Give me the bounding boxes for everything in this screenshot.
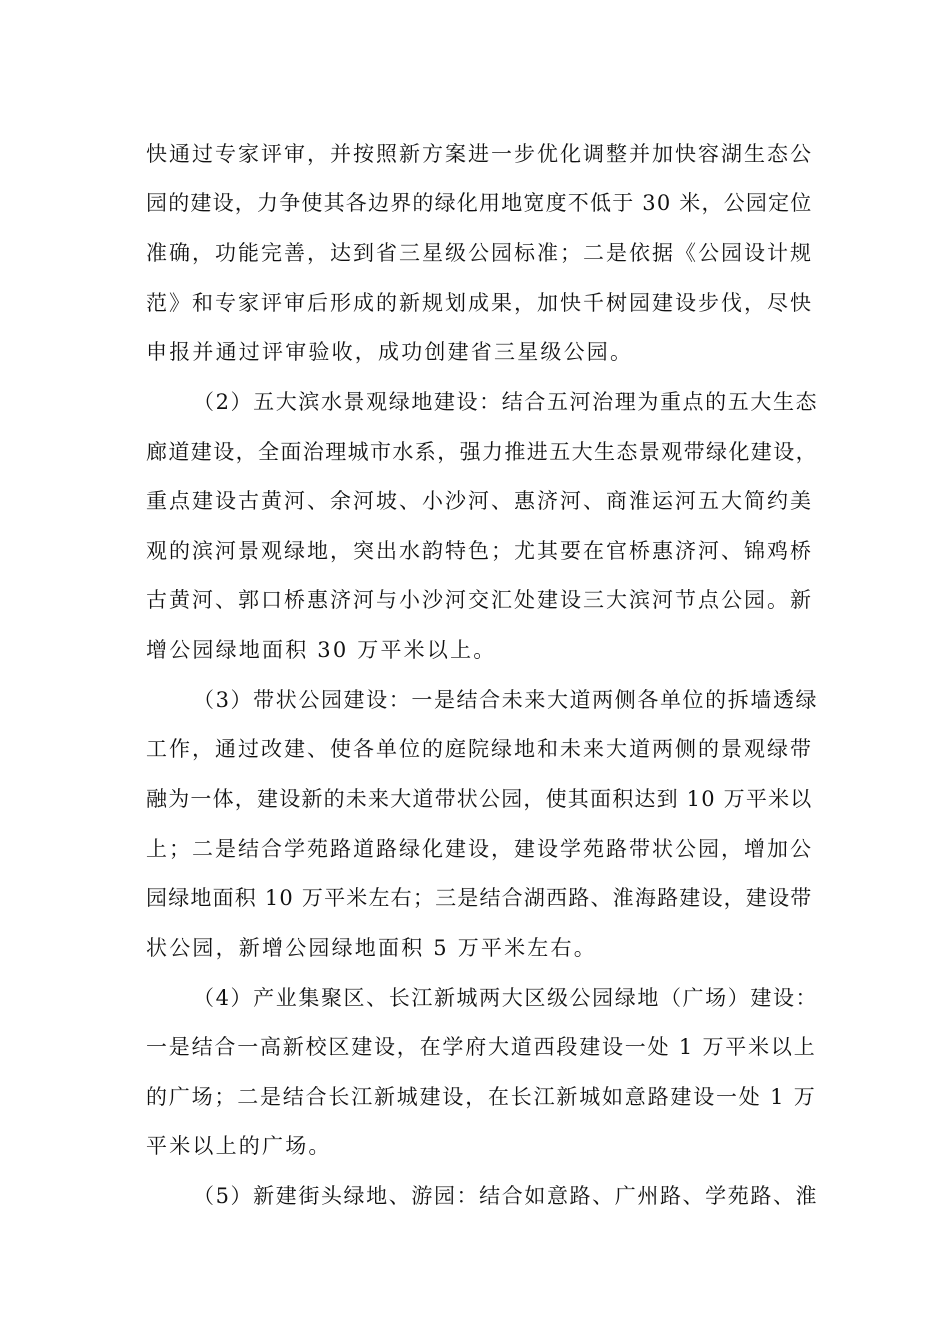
text-line: 平米以上的广场。 xyxy=(146,1134,332,1158)
text-line: 园绿地面积 10 万平米左右；三是结合湖西路、淮海路建设，建设带 xyxy=(146,886,813,910)
text-line: 上；二是结合学苑路道路绿化建设，建设学苑路带状公园，增加公 xyxy=(146,837,813,861)
text-line: 准确，功能完善，达到省三星级公园标准；二是依据《公园设计规 xyxy=(146,241,813,265)
paragraph-start-line: （2）五大滨水景观绿地建设：结合五河治理为重点的五大生态 xyxy=(193,390,819,414)
text-line: 古黄河、郭口桥惠济河与小沙河交汇处建设三大滨河节点公园。新 xyxy=(146,588,813,612)
text-line: 融为一体，建设新的未来大道带状公园，使其面积达到 10 万平米以 xyxy=(146,787,813,811)
text-line: 一是结合一高新校区建设，在学府大道西段建设一处 1 万平米以上 xyxy=(146,1035,817,1059)
text-line: 廊道建设，全面治理城市水系，强力推进五大生态景观带绿化建设， xyxy=(146,440,818,464)
text-line: 的广场；二是结合长江新城建设，在长江新城如意路建设一处 1 万 xyxy=(146,1085,817,1109)
paragraph-start-line: （5）新建街头绿地、游园：结合如意路、广州路、学苑路、淮 xyxy=(193,1184,819,1208)
text-line: 观的滨河景观绿地，突出水韵特色；尤其要在官桥惠济河、锦鸡桥 xyxy=(146,539,813,563)
text-line: 工作，通过改建、使各单位的庭院绿地和未来大道两侧的景观绿带 xyxy=(146,737,813,761)
text-line: 状公园，新增公园绿地面积 5 万平米左右。 xyxy=(146,936,597,960)
paragraph-start-line: （3）带状公园建设：一是结合未来大道两侧各单位的拆墙透绿 xyxy=(193,688,819,712)
text-line: 快通过专家评审，并按照新方案进一步优化调整并加快容湖生态公 xyxy=(146,142,813,166)
text-line: 范》和专家评审后形成的新规划成果，加快千树园建设步伐，尽快 xyxy=(146,291,813,315)
text-line: 申报并通过评审验收，成功创建省三星级公园。 xyxy=(146,340,634,364)
paragraph-start-line: （4）产业集聚区、长江新城两大区级公园绿地（广场）建设： xyxy=(193,986,819,1010)
text-line: 增公园绿地面积 30 万平米以上。 xyxy=(146,638,497,662)
text-line: 重点建设古黄河、余河坡、小沙河、惠济河、商淮运河五大简约美 xyxy=(146,489,813,513)
text-line: 园的建设，力争使其各边界的绿化用地宽度不低于 30 米，公园定位 xyxy=(146,191,813,215)
